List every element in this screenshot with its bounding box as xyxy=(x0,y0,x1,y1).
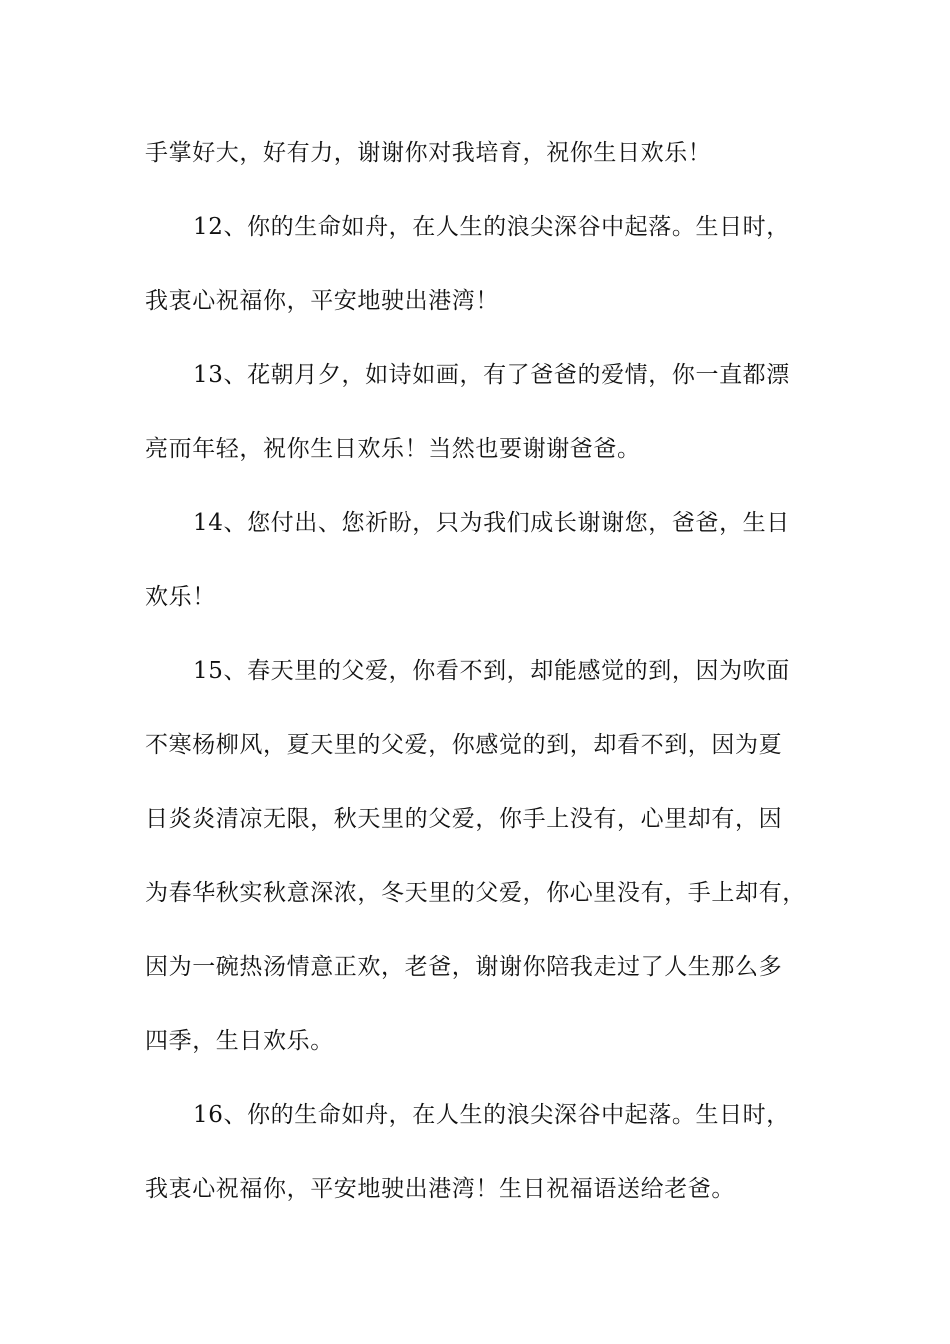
paragraph-15-line-6: 四季，生日欢乐。 xyxy=(145,1028,334,1054)
paragraph-15-line-1: 15、春天里的父爱，你看不到，却能感觉的到，因为吹面 xyxy=(193,658,790,684)
paragraph-15-line-2: 不寒杨柳风，夏天里的父爱，你感觉的到，却看不到，因为夏 xyxy=(145,732,783,758)
paragraph-13-line-2: 亮而年轻，祝你生日欢乐！当然也要谢谢爸爸。 xyxy=(145,436,641,462)
paragraph-15-line-3: 日炎炎清凉无限，秋天里的父爱，你手上没有，心里却有，因 xyxy=(145,806,783,832)
paragraph-14-line-2: 欢乐！ xyxy=(145,584,216,610)
paragraph-15-line-4: 为春华秋实秋意深浓，冬天里的父爱，你心里没有，手上却有， xyxy=(145,880,806,906)
paragraph-13-line-1: 13、花朝月夕，如诗如画，有了爸爸的爱情，你一直都漂 xyxy=(193,362,790,388)
paragraph-12-line-1: 12、你的生命如舟，在人生的浪尖深谷中起落。生日时， xyxy=(193,214,790,240)
paragraph-16-line-2: 我衷心祝福你，平安地驶出港湾！生日祝福语送给老爸。 xyxy=(145,1176,735,1202)
text-line-1: 手掌好大，好有力，谢谢你对我培育，祝你生日欢乐！ xyxy=(145,140,712,166)
paragraph-12-line-2: 我衷心祝福你，平安地驶出港湾！ xyxy=(145,288,499,314)
paragraph-15-line-5: 因为一碗热汤情意正欢，老爸，谢谢你陪我走过了人生那么多 xyxy=(145,954,783,980)
paragraph-14-line-1: 14、您付出、您祈盼，只为我们成长谢谢您，爸爸，生日 xyxy=(193,510,790,536)
paragraph-16-line-1: 16、你的生命如舟，在人生的浪尖深谷中起落。生日时， xyxy=(193,1102,790,1128)
